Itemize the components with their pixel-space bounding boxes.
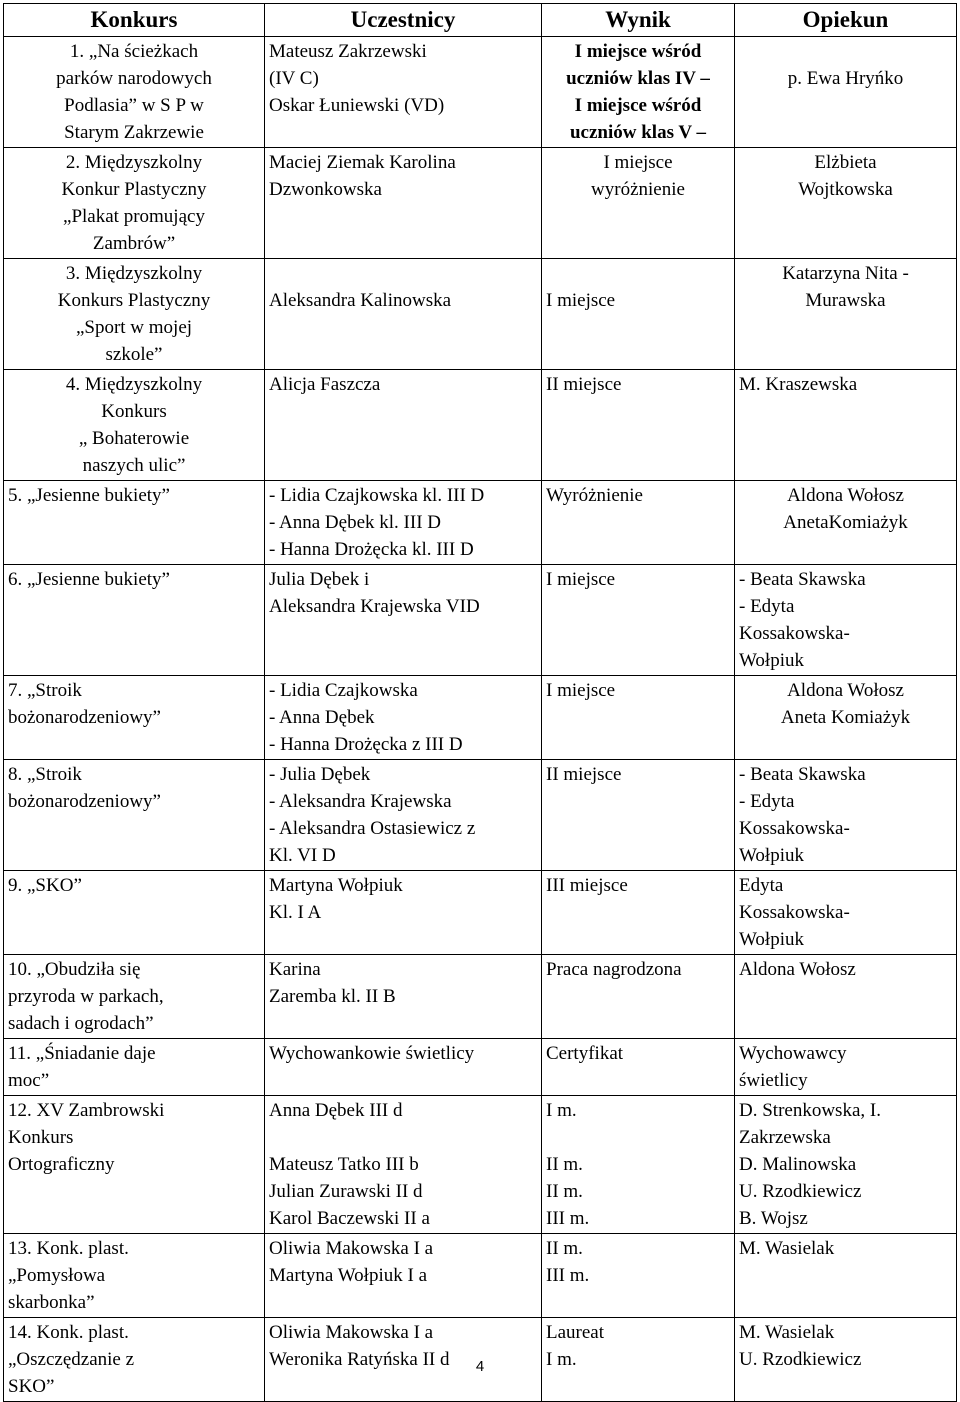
cell-uczestnicy xyxy=(265,37,542,148)
wynik-line: Certyfikat xyxy=(546,1043,624,1064)
konkurs-line: 3. Międzyszkolny xyxy=(65,263,203,284)
table-row xyxy=(4,565,957,676)
opiekun-line: Aldona Wołosz xyxy=(787,680,904,701)
opiekun-line: Zakrzewska xyxy=(739,1127,831,1148)
konkurs-line: 2. Międzyszkolny xyxy=(65,152,203,173)
cell-opiekun xyxy=(735,871,957,955)
konkurs-line: 12. XV Zambrowski xyxy=(8,1100,165,1121)
konkurs-line: Konkurs Plastyczny xyxy=(57,290,211,311)
wynik-line: III m. xyxy=(546,1208,590,1229)
cell-opiekun xyxy=(735,955,957,1039)
konkurs-line: 10. „Obudziła się xyxy=(8,959,141,980)
konkurs-line: bożonarodzeniowy” xyxy=(8,707,161,728)
wynik-line: Praca nagrodzona xyxy=(546,959,682,980)
konkurs-line: „Sport w mojej xyxy=(75,317,193,338)
opiekun-line: p. Ewa Hryńko xyxy=(787,68,904,89)
cell-uczestnicy xyxy=(265,955,542,1039)
cell-konkurs xyxy=(4,148,265,259)
opiekun-line: Aldona Wołosz xyxy=(739,959,856,980)
table-row xyxy=(4,1234,957,1318)
konkurs-line: „ Bohaterowie xyxy=(78,428,190,449)
cell-opiekun xyxy=(735,1039,957,1096)
opiekun-line: Wołpiuk xyxy=(739,650,804,671)
opiekun-line: świetlicy xyxy=(739,1070,808,1091)
opiekun-line: AnetaKomiażyk xyxy=(783,512,908,533)
cell-opiekun xyxy=(735,259,957,370)
uczestnicy-line: - Aleksandra Ostasiewicz z xyxy=(269,818,476,839)
opiekun-line: Kossakowska- xyxy=(739,818,850,839)
uczestnicy-line: Dzwonkowska xyxy=(269,179,382,200)
opiekun-line: - Beata Skawska xyxy=(739,764,866,785)
cell-uczestnicy xyxy=(265,565,542,676)
opiekun-line: Kossakowska- xyxy=(739,623,850,644)
uczestnicy-line: Martyna Wołpiuk xyxy=(269,875,403,896)
cell-opiekun xyxy=(735,565,957,676)
opiekun-line: Wołpiuk xyxy=(739,929,804,950)
uczestnicy-line: Weronika Ratyńska II d xyxy=(269,1349,450,1370)
cell-konkurs xyxy=(4,481,265,565)
cell-wynik xyxy=(542,565,735,676)
opiekun-line: Aneta Komiażyk xyxy=(780,707,911,728)
header-wynik: Wynik xyxy=(542,4,735,37)
wynik-line: III m. xyxy=(546,1265,590,1286)
uczestnicy-line: Kl. VI D xyxy=(269,845,336,866)
wynik-line: Laureat xyxy=(546,1322,605,1343)
uczestnicy-line: - Aleksandra Krajewska xyxy=(269,791,452,812)
cell-wynik xyxy=(542,1039,735,1096)
cell-wynik xyxy=(542,1234,735,1318)
cell-uczestnicy xyxy=(265,871,542,955)
opiekun-line: B. Wojsz xyxy=(739,1208,808,1229)
konkurs-line: bożonarodzeniowy” xyxy=(8,791,161,812)
wynik-line: uczniów klas V – xyxy=(569,122,707,143)
konkurs-line: naszych ulic” xyxy=(82,455,186,476)
cell-wynik xyxy=(542,871,735,955)
cell-wynik xyxy=(542,259,735,370)
uczestnicy-line: - Julia Dębek xyxy=(269,764,371,785)
konkurs-line: Zambrów” xyxy=(92,233,176,254)
konkurs-line: 5. „Jesienne bukiety” xyxy=(8,485,170,506)
konkurs-line: sadach i ogrodach” xyxy=(8,1013,154,1034)
konkurs-line: 11. „Śniadanie daje xyxy=(8,1043,156,1064)
uczestnicy-line: Martyna Wołpiuk I a xyxy=(269,1265,428,1286)
konkurs-line: 9. „SKO” xyxy=(8,875,82,896)
cell-konkurs xyxy=(4,676,265,760)
uczestnicy-line: - Lidia Czajkowska kl. III D xyxy=(269,485,485,506)
table-body xyxy=(4,37,957,1402)
wynik-line: I miejsce xyxy=(603,152,673,173)
uczestnicy-line: - Hanna Drożęcka kl. III D xyxy=(269,539,474,560)
opiekun-line: Kossakowska- xyxy=(739,902,850,923)
konkurs-line: Konkur Plastyczny xyxy=(61,179,207,200)
opiekun-line: D. Strenkowska, I. xyxy=(739,1100,881,1121)
uczestnicy-line: Kl. I A xyxy=(269,902,322,923)
wynik-line: I miejsce wśród xyxy=(574,95,702,116)
opiekun-line: Wojtkowska xyxy=(798,179,893,200)
wynik-line: uczniów klas IV – xyxy=(566,68,710,89)
wynik-line: II miejsce xyxy=(546,764,622,785)
uczestnicy-line: Zaremba kl. II B xyxy=(269,986,396,1007)
konkurs-line: Konkurs xyxy=(101,401,167,422)
header-opiekun: Opiekun xyxy=(735,4,957,37)
cell-wynik xyxy=(542,760,735,871)
cell-uczestnicy xyxy=(265,1096,542,1234)
cell-uczestnicy xyxy=(265,259,542,370)
opiekun-line: - Beata Skawska xyxy=(739,569,866,590)
konkurs-line: moc” xyxy=(8,1070,50,1091)
cell-opiekun xyxy=(735,148,957,259)
wynik-line: Wyróżnienie xyxy=(546,485,643,506)
cell-uczestnicy xyxy=(265,676,542,760)
uczestnicy-line: Alicja Faszcza xyxy=(269,374,381,395)
konkurs-line: 13. Konk. plast. xyxy=(8,1238,129,1259)
opiekun-line: M. Wasielak xyxy=(739,1322,835,1343)
konkurs-line: przyroda w parkach, xyxy=(8,986,164,1007)
opiekun-line xyxy=(739,38,952,65)
cell-opiekun xyxy=(735,676,957,760)
cell-uczestnicy xyxy=(265,481,542,565)
cell-konkurs xyxy=(4,565,265,676)
uczestnicy-line: Mateusz Zakrzewski xyxy=(269,41,427,62)
opiekun-line: M. Wasielak xyxy=(739,1238,835,1259)
page-number: 4 xyxy=(475,1358,485,1375)
opiekun-line: Murawska xyxy=(805,290,886,311)
uczestnicy-line: - Anna Dębek xyxy=(269,707,375,728)
uczestnicy-line xyxy=(269,260,537,287)
table-row xyxy=(4,370,957,481)
wynik-line: I m. xyxy=(546,1100,577,1121)
wynik-line: II m. xyxy=(546,1238,583,1259)
cell-uczestnicy xyxy=(265,1039,542,1096)
uczestnicy-line: Oskar Łuniewski (VD) xyxy=(269,95,445,116)
opiekun-line: M. Kraszewska xyxy=(739,374,858,395)
konkurs-line: 1. „Na ścieżkach xyxy=(69,41,199,62)
uczestnicy-line: (IV C) xyxy=(269,68,319,89)
opiekun-line: Katarzyna Nita - xyxy=(782,263,909,284)
table-row xyxy=(4,760,957,871)
cell-opiekun xyxy=(735,370,957,481)
cell-opiekun xyxy=(735,1234,957,1318)
cell-wynik xyxy=(542,1096,735,1234)
wynik-line: I miejsce wśród xyxy=(574,41,702,62)
cell-konkurs xyxy=(4,1234,265,1318)
cell-wynik xyxy=(542,370,735,481)
table-row xyxy=(4,871,957,955)
konkurs-line: Podlasia” w S P w xyxy=(64,95,204,116)
konkurs-line: 4. Międzyszkolny xyxy=(65,374,203,395)
table-row xyxy=(4,1039,957,1096)
cell-konkurs xyxy=(4,871,265,955)
cell-konkurs xyxy=(4,1039,265,1096)
header-uczestnicy: Uczestnicy xyxy=(265,4,542,37)
wynik-line: III miejsce xyxy=(546,875,628,896)
cell-konkurs xyxy=(4,37,265,148)
konkurs-line: 6. „Jesienne bukiety” xyxy=(8,569,170,590)
konkurs-line: Starym Zakrzewie xyxy=(64,122,204,143)
wynik-line xyxy=(546,1124,730,1151)
uczestnicy-line: Karina xyxy=(269,959,321,980)
uczestnicy-line: Aleksandra Krajewska VID xyxy=(269,596,480,617)
cell-wynik xyxy=(542,676,735,760)
konkurs-line: 14. Konk. plast. xyxy=(8,1322,129,1343)
cell-konkurs xyxy=(4,760,265,871)
wynik-line xyxy=(546,260,730,287)
uczestnicy-line xyxy=(269,1124,537,1151)
konkurs-line: „Oszczędzanie z xyxy=(8,1349,135,1370)
cell-konkurs xyxy=(4,1096,265,1234)
cell-konkurs xyxy=(4,955,265,1039)
cell-opiekun xyxy=(735,37,957,148)
table-row xyxy=(4,1096,957,1234)
wynik-line: wyróżnienie xyxy=(591,179,685,200)
konkurs-line: 7. „Stroik xyxy=(8,680,82,701)
table-row xyxy=(4,259,957,370)
opiekun-line: - Edyta xyxy=(739,791,795,812)
opiekun-line: - Edyta xyxy=(739,596,795,617)
table-row xyxy=(4,676,957,760)
cell-konkurs xyxy=(4,370,265,481)
table-row xyxy=(4,955,957,1039)
konkurs-line: Ortograficzny xyxy=(8,1154,115,1175)
opiekun-line: Wołpiuk xyxy=(739,845,804,866)
uczestnicy-line: Julian Zurawski II d xyxy=(269,1181,423,1202)
opiekun-line: U. Rzodkiewicz xyxy=(739,1349,862,1370)
opiekun-line: U. Rzodkiewicz xyxy=(739,1181,862,1202)
wynik-line: II miejsce xyxy=(546,374,622,395)
konkurs-line: szkole” xyxy=(105,344,163,365)
cell-uczestnicy xyxy=(265,1234,542,1318)
cell-wynik xyxy=(542,148,735,259)
cell-uczestnicy xyxy=(265,370,542,481)
uczestnicy-line: - Hanna Drożęcka z III D xyxy=(269,734,463,755)
header-row xyxy=(4,4,957,37)
cell-konkurs xyxy=(4,259,265,370)
uczestnicy-line: Oliwia Makowska I a xyxy=(269,1238,434,1259)
wynik-line: I miejsce xyxy=(546,680,616,701)
konkurs-line: SKO” xyxy=(8,1376,55,1397)
results-table xyxy=(3,3,957,1402)
uczestnicy-line: Julia Dębek i xyxy=(269,569,370,590)
table-row xyxy=(4,37,957,148)
table-row xyxy=(4,481,957,565)
cell-opiekun xyxy=(735,1096,957,1234)
uczestnicy-line: - Lidia Czajkowska xyxy=(269,680,418,701)
cell-opiekun xyxy=(735,760,957,871)
wynik-line: II m. xyxy=(546,1154,583,1175)
cell-opiekun xyxy=(735,481,957,565)
opiekun-line: Edyta xyxy=(739,875,784,896)
wynik-line: I miejsce xyxy=(546,569,616,590)
konkurs-line: 8. „Stroik xyxy=(8,764,82,785)
cell-uczestnicy xyxy=(265,760,542,871)
opiekun-line: Aldona Wołosz xyxy=(787,485,904,506)
wynik-line: II m. xyxy=(546,1181,583,1202)
uczestnicy-line: Maciej Ziemak Karolina xyxy=(269,152,456,173)
wynik-line: I miejsce xyxy=(546,290,616,311)
opiekun-line: D. Malinowska xyxy=(739,1154,857,1175)
konkurs-line: „Plakat promujący xyxy=(63,206,205,227)
konkurs-line: parków narodowych xyxy=(56,68,212,89)
table-row xyxy=(4,148,957,259)
uczestnicy-line: Anna Dębek III d xyxy=(269,1100,403,1121)
cell-wynik xyxy=(542,481,735,565)
konkurs-line: Konkurs xyxy=(8,1127,74,1148)
uczestnicy-line: Mateusz Tatko III b xyxy=(269,1154,419,1175)
uczestnicy-line: Wychowankowie świetlicy xyxy=(269,1043,475,1064)
uczestnicy-line: Karol Baczewski II a xyxy=(269,1208,430,1229)
wynik-line: I m. xyxy=(546,1349,577,1370)
opiekun-line: Wychowawcy xyxy=(739,1043,847,1064)
konkurs-line: skarbonka” xyxy=(8,1292,95,1313)
konkurs-line: „Pomysłowa xyxy=(8,1265,106,1286)
opiekun-line: Elżbieta xyxy=(814,152,877,173)
uczestnicy-line: Aleksandra Kalinowska xyxy=(269,290,452,311)
cell-wynik xyxy=(542,37,735,148)
cell-uczestnicy xyxy=(265,148,542,259)
cell-wynik xyxy=(542,955,735,1039)
uczestnicy-line: - Anna Dębek kl. III D xyxy=(269,512,442,533)
header-konkurs: Konkurs xyxy=(4,4,265,37)
uczestnicy-line: Oliwia Makowska I a xyxy=(269,1322,434,1343)
